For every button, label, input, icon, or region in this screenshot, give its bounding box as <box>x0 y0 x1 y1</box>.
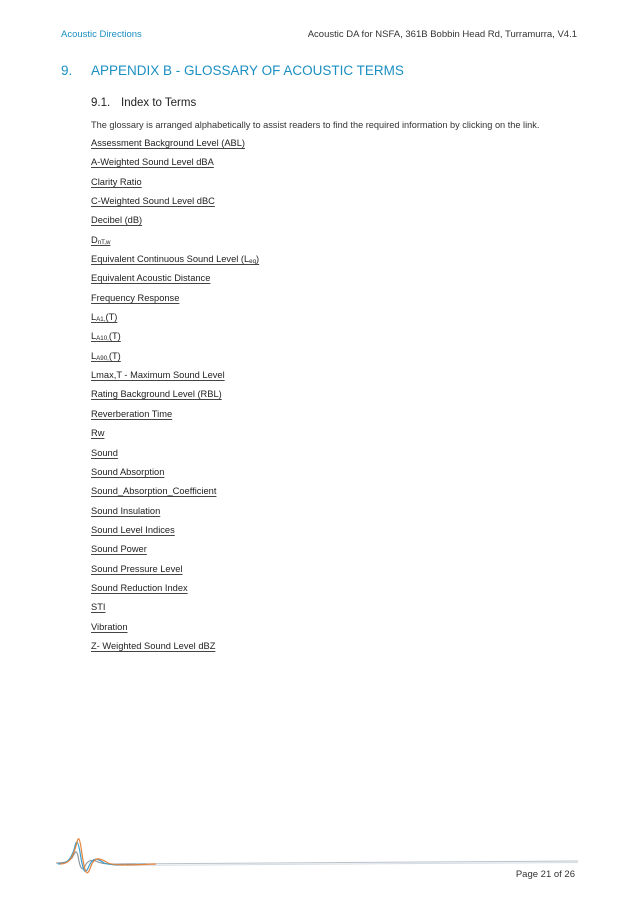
term-list-item <box>91 409 259 428</box>
term-list-item <box>91 196 259 215</box>
term-text: L <box>91 331 97 342</box>
term-text: Sound Pressure Level <box>91 563 183 574</box>
glossary-term-link[interactable] <box>91 254 259 264</box>
acoustic-wave-logo <box>56 828 578 880</box>
term-list-item <box>91 506 259 525</box>
glossary-term-link[interactable] <box>91 235 110 245</box>
page-number: Page 21 of 26 <box>515 869 575 880</box>
term-list-item <box>91 254 259 273</box>
glossary-term-link[interactable] <box>91 331 121 341</box>
term-list-item <box>91 273 259 292</box>
section-title: APPENDIX B - GLOSSARY OF ACOUSTIC TERMS <box>91 63 404 78</box>
term-list-item <box>91 138 259 157</box>
term-text: Lmax,T - Maximum Sound Level <box>91 370 225 381</box>
document-title: Acoustic DA for NSFA, 361B Bobbin Head Rd, Turramurra, V4.1 <box>307 29 577 40</box>
term-list-item <box>91 157 259 176</box>
term-text: Equivalent Continuous Sound Level (L <box>91 254 250 265</box>
glossary-term-list <box>91 138 259 660</box>
term-text: Vibration <box>91 621 128 632</box>
term-text: Rating Background Level (RBL) <box>91 389 222 400</box>
term-subscript: nT,w <box>97 238 111 246</box>
term-list-item <box>91 544 259 563</box>
term-text: Frequency Response <box>91 292 180 303</box>
glossary-term-link[interactable] <box>91 467 164 477</box>
term-text: Clarity Ratio <box>91 176 142 187</box>
term-list-item <box>91 602 259 621</box>
glossary-term-link[interactable] <box>91 448 118 458</box>
term-list-item <box>91 525 259 544</box>
brand-name: Acoustic Directions <box>61 29 142 40</box>
glossary-term-link[interactable] <box>91 641 215 651</box>
term-suffix: (T) <box>108 350 121 361</box>
glossary-term-link[interactable] <box>91 312 117 322</box>
term-list-item <box>91 622 259 641</box>
term-text: D <box>91 234 98 245</box>
term-text: Sound_Absorption_Coefficient <box>91 486 217 497</box>
term-text: L <box>91 312 97 323</box>
glossary-term-link[interactable] <box>91 273 210 283</box>
term-text: Reverberation Time <box>91 408 173 419</box>
term-list-item <box>91 428 259 447</box>
term-text: Rw <box>91 428 105 439</box>
glossary-term-link[interactable] <box>91 564 182 574</box>
glossary-term-link[interactable] <box>91 544 147 554</box>
term-list-item <box>91 331 259 350</box>
term-subscript: A90, <box>96 354 109 362</box>
glossary-term-link[interactable] <box>91 622 128 632</box>
term-text: A-Weighted Sound Level dBA <box>91 157 214 168</box>
term-list-item <box>91 467 259 486</box>
term-list-item <box>91 583 259 602</box>
term-text: Sound Absorption <box>91 466 165 477</box>
glossary-term-link[interactable] <box>91 370 225 380</box>
page-header <box>61 29 577 43</box>
term-list-item <box>91 312 259 331</box>
term-list-item <box>91 177 259 196</box>
intro-paragraph: The glossary is arranged alphabetically to assist readers to find the required information by clicking on the link. <box>91 120 540 130</box>
term-text: Decibel (dB) <box>91 215 143 226</box>
term-list-item <box>91 235 259 254</box>
term-text: Assessment Background Level (ABL) <box>91 138 245 148</box>
term-text: Sound Power <box>91 544 147 555</box>
glossary-term-link[interactable] <box>91 215 142 225</box>
term-subscript: A10, <box>96 335 109 343</box>
term-text: L <box>91 350 97 361</box>
glossary-term-link[interactable] <box>91 525 175 535</box>
term-suffix: ) <box>256 254 260 265</box>
term-subscript: eq <box>249 258 257 266</box>
term-list-item <box>91 564 259 583</box>
term-text: STI <box>91 602 106 613</box>
term-text: Equivalent Acoustic Distance <box>91 273 211 284</box>
glossary-term-link[interactable] <box>91 583 188 593</box>
term-list-item <box>91 293 259 312</box>
section-heading <box>61 63 404 78</box>
term-subscript: A1, <box>96 316 106 324</box>
term-text: Sound Insulation <box>91 505 161 516</box>
term-text: Z- Weighted Sound Level dBZ <box>91 640 216 651</box>
term-text: Sound Level Indices <box>91 524 175 535</box>
term-list-item <box>91 486 259 505</box>
glossary-term-link[interactable] <box>91 389 222 399</box>
glossary-term-link[interactable] <box>91 138 245 148</box>
glossary-term-link[interactable] <box>91 196 215 206</box>
glossary-term-link[interactable] <box>91 351 121 361</box>
wave-blue <box>58 842 146 871</box>
term-suffix: (T) <box>108 331 121 342</box>
wave-orange <box>60 839 156 873</box>
term-list-item <box>91 351 259 370</box>
term-suffix: (T) <box>105 312 118 323</box>
term-list-item <box>91 215 259 234</box>
glossary-term-link[interactable] <box>91 428 104 438</box>
term-list-item <box>91 389 259 408</box>
term-list-item <box>91 448 259 467</box>
glossary-term-link[interactable] <box>91 157 214 167</box>
glossary-term-link[interactable] <box>91 506 160 516</box>
glossary-term-link[interactable] <box>91 602 105 612</box>
term-list-item <box>91 370 259 389</box>
term-text: C-Weighted Sound Level dBC <box>91 196 215 207</box>
subsection-heading <box>91 97 196 109</box>
term-list-item <box>91 641 259 660</box>
glossary-term-link[interactable] <box>91 293 179 303</box>
subsection-title: Index to Terms <box>121 97 197 109</box>
subsection-number: 9.1. <box>91 97 111 109</box>
term-text: Sound Reduction Index <box>91 582 188 593</box>
term-text: Sound <box>91 447 118 458</box>
section-number: 9. <box>61 63 73 78</box>
glossary-term-link[interactable] <box>91 177 142 187</box>
glossary-term-link[interactable] <box>91 486 216 496</box>
glossary-term-link[interactable] <box>91 409 172 419</box>
